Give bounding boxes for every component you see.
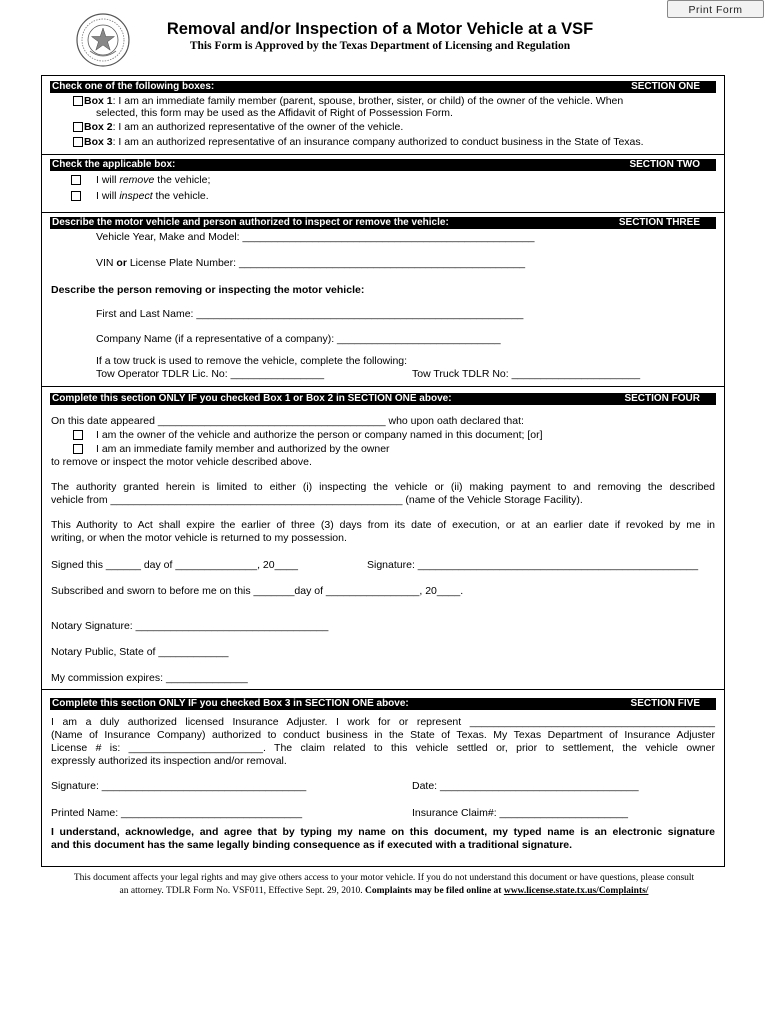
- section-three-instruction: Describe the motor vehicle and person authorized to inspect or remove the vehicle:: [52, 217, 449, 228]
- box-3-checkbox[interactable]: [73, 137, 83, 147]
- remove-vehicle-label: I will remove the vehicle;: [96, 174, 211, 186]
- notary-signature-field[interactable]: Notary Signature: _________________________________: [51, 620, 329, 632]
- section-four-label: SECTION FOUR: [624, 393, 700, 404]
- texas-seal-icon: [76, 13, 130, 67]
- remove-vehicle-checkbox[interactable]: [71, 175, 81, 185]
- remove-inspect-statement: to remove or inspect the motor vehicle described above.: [51, 456, 312, 468]
- owner-checkbox[interactable]: [73, 430, 83, 440]
- section-five-header: [50, 698, 716, 710]
- family-member-statement: I am an immediate family member and authorized by the owner: [96, 443, 390, 455]
- tow-truck-note: If a tow truck is used to remove the vehicle, complete the following:: [96, 355, 408, 367]
- first-last-name-field[interactable]: First and Last Name: ________________________________________________________: [96, 308, 524, 320]
- section-four-instruction: Complete this section ONLY IF you checked Box 1 or Box 2 in SECTION ONE above:: [52, 393, 452, 404]
- signed-date-field[interactable]: Signed this ______ day of ______________, 20____: [51, 559, 298, 571]
- tow-operator-license-field[interactable]: Tow Operator TDLR Lic. No: ________________: [96, 368, 325, 380]
- box-1-line-1: Box 1: I am an immediate family member (parent, spouse, brother, sister, or child) of the owner of the vehicle. When: [84, 95, 624, 107]
- section-two-label: SECTION TWO: [629, 159, 700, 170]
- acknowledgment-line-2: and this document has the same legally binding consequence as if executed with a traditional signature.: [51, 839, 573, 851]
- subscribed-sworn-field[interactable]: Subscribed and sworn to before me on this _______day of ________________, 20____.: [51, 585, 464, 597]
- person-heading: Describe the person removing or inspecting the motor vehicle:: [51, 284, 365, 296]
- section-three-label: SECTION THREE: [618, 217, 700, 228]
- adjuster-paragraph-line-1: I am a duly authorized licensed Insurance Adjuster. I work for or represent __________________________________________: [51, 716, 715, 728]
- owner-signature-field[interactable]: Signature: ________________________________________________: [367, 559, 699, 571]
- adjuster-paragraph-line-4: expressly authorized its inspection and/or removal.: [51, 755, 287, 767]
- company-name-field[interactable]: Company Name (if a representative of a company): ____________________________: [96, 333, 501, 345]
- footer-line-2: an attorney. TDLR Form No. VSF011, Effective Sept. 29, 2010. Complaints may be filed online at www.license.state.tx.us/Complaints/: [119, 885, 649, 896]
- vin-plate-field[interactable]: VIN or License Plate Number: _________________________________________________: [96, 257, 526, 269]
- expire-paragraph-line-2: writing, or when the motor vehicle is returned to my possession.: [51, 532, 347, 544]
- section-five-label: SECTION FIVE: [630, 698, 700, 709]
- section-three-header: [50, 217, 716, 229]
- box-2-checkbox[interactable]: [73, 122, 83, 132]
- adjuster-signature-field[interactable]: Signature: ___________________________________: [51, 780, 307, 792]
- authority-paragraph-line-1: The authority granted herein is limited to either (i) inspecting the vehicle or (ii) making payment to and removing the described: [51, 481, 715, 493]
- section-one-label: SECTION ONE: [631, 81, 700, 92]
- form-title: Removal and/or Inspection of a Motor Vehicle at a VSF: [166, 20, 594, 38]
- printed-name-field[interactable]: Printed Name: _______________________________: [51, 807, 303, 819]
- insurance-claim-field[interactable]: Insurance Claim#: ______________________: [412, 807, 629, 819]
- footer-notice: [48, 872, 720, 897]
- adjuster-date-field[interactable]: Date: __________________________________: [412, 780, 639, 792]
- notary-state-field[interactable]: Notary Public, State of ____________: [51, 646, 229, 658]
- section-two-header: [50, 159, 716, 171]
- adjuster-paragraph-line-2: (Name of Insurance Company) authorized to conduct business in the State of Texas. My Texas Department of Insurance Adjuster: [51, 729, 715, 741]
- section-divider: [41, 386, 725, 387]
- form-subtitle: This Form is Approved by the Texas Department of Licensing and Regulation: [189, 40, 571, 52]
- section-five-instruction: Complete this section ONLY IF you checked Box 3 in SECTION ONE above:: [52, 698, 409, 709]
- appeared-field[interactable]: On this date appeared _______________________________________ who upon oath declared that:: [51, 415, 524, 427]
- footer-line-1: This document affects your legal rights and may give others access to your motor vehicle. If you do not understand this document or have questions, please consult: [73, 873, 695, 883]
- inspect-vehicle-label: I will inspect the vehicle.: [96, 190, 209, 202]
- commission-expires-field[interactable]: My commission expires: ______________: [51, 672, 248, 684]
- section-divider: [41, 154, 725, 155]
- print-form-button[interactable]: Print Form: [667, 0, 764, 18]
- tow-truck-number-field[interactable]: Tow Truck TDLR No: ______________________: [412, 368, 641, 380]
- vehicle-year-make-model-field[interactable]: Vehicle Year, Make and Model: __________________________________________________: [96, 231, 535, 243]
- expire-paragraph-line-1: This Authority to Act shall expire the earlier of three (3) days from its date of execution, or at an earlier date if revoked by me in: [51, 519, 715, 531]
- section-four-header: [50, 393, 716, 405]
- section-one-instruction: Check one of the following boxes:: [52, 81, 215, 92]
- family-member-checkbox[interactable]: [73, 444, 83, 454]
- acknowledgment-line-1: I understand, acknowledge, and agree that by typing my name on this document, my typed name is an electronic signature: [51, 826, 715, 838]
- adjuster-paragraph-line-3: License # is: _______________________. The claim related to this vehicle settled or, prior to settlement, the vehicle owner: [51, 742, 715, 754]
- storage-facility-field[interactable]: vehicle from __________________________________________________ (name of the Vehicle Storage Facility).: [51, 494, 583, 506]
- owner-statement: I am the owner of the vehicle and authorize the person or company named in this document; [or]: [96, 429, 543, 441]
- inspect-vehicle-checkbox[interactable]: [71, 191, 81, 201]
- box-2-text: Box 2: I am an authorized representative of the owner of the vehicle.: [84, 121, 404, 133]
- box-1-checkbox[interactable]: [73, 96, 83, 106]
- section-one-header: [50, 81, 716, 93]
- section-two-instruction: Check the applicable box:: [52, 159, 176, 170]
- box-1-line-2: selected, this form may be used as the Affidavit of Right of Possession Form.: [96, 107, 453, 119]
- section-divider: [41, 689, 725, 690]
- section-divider: [41, 212, 725, 213]
- box-3-text: Box 3: I am an authorized representative of an insurance company authorized to conduct business in the State of Texas.: [84, 136, 644, 148]
- complaints-link[interactable]: www.license.state.tx.us/Complaints/: [503, 885, 649, 896]
